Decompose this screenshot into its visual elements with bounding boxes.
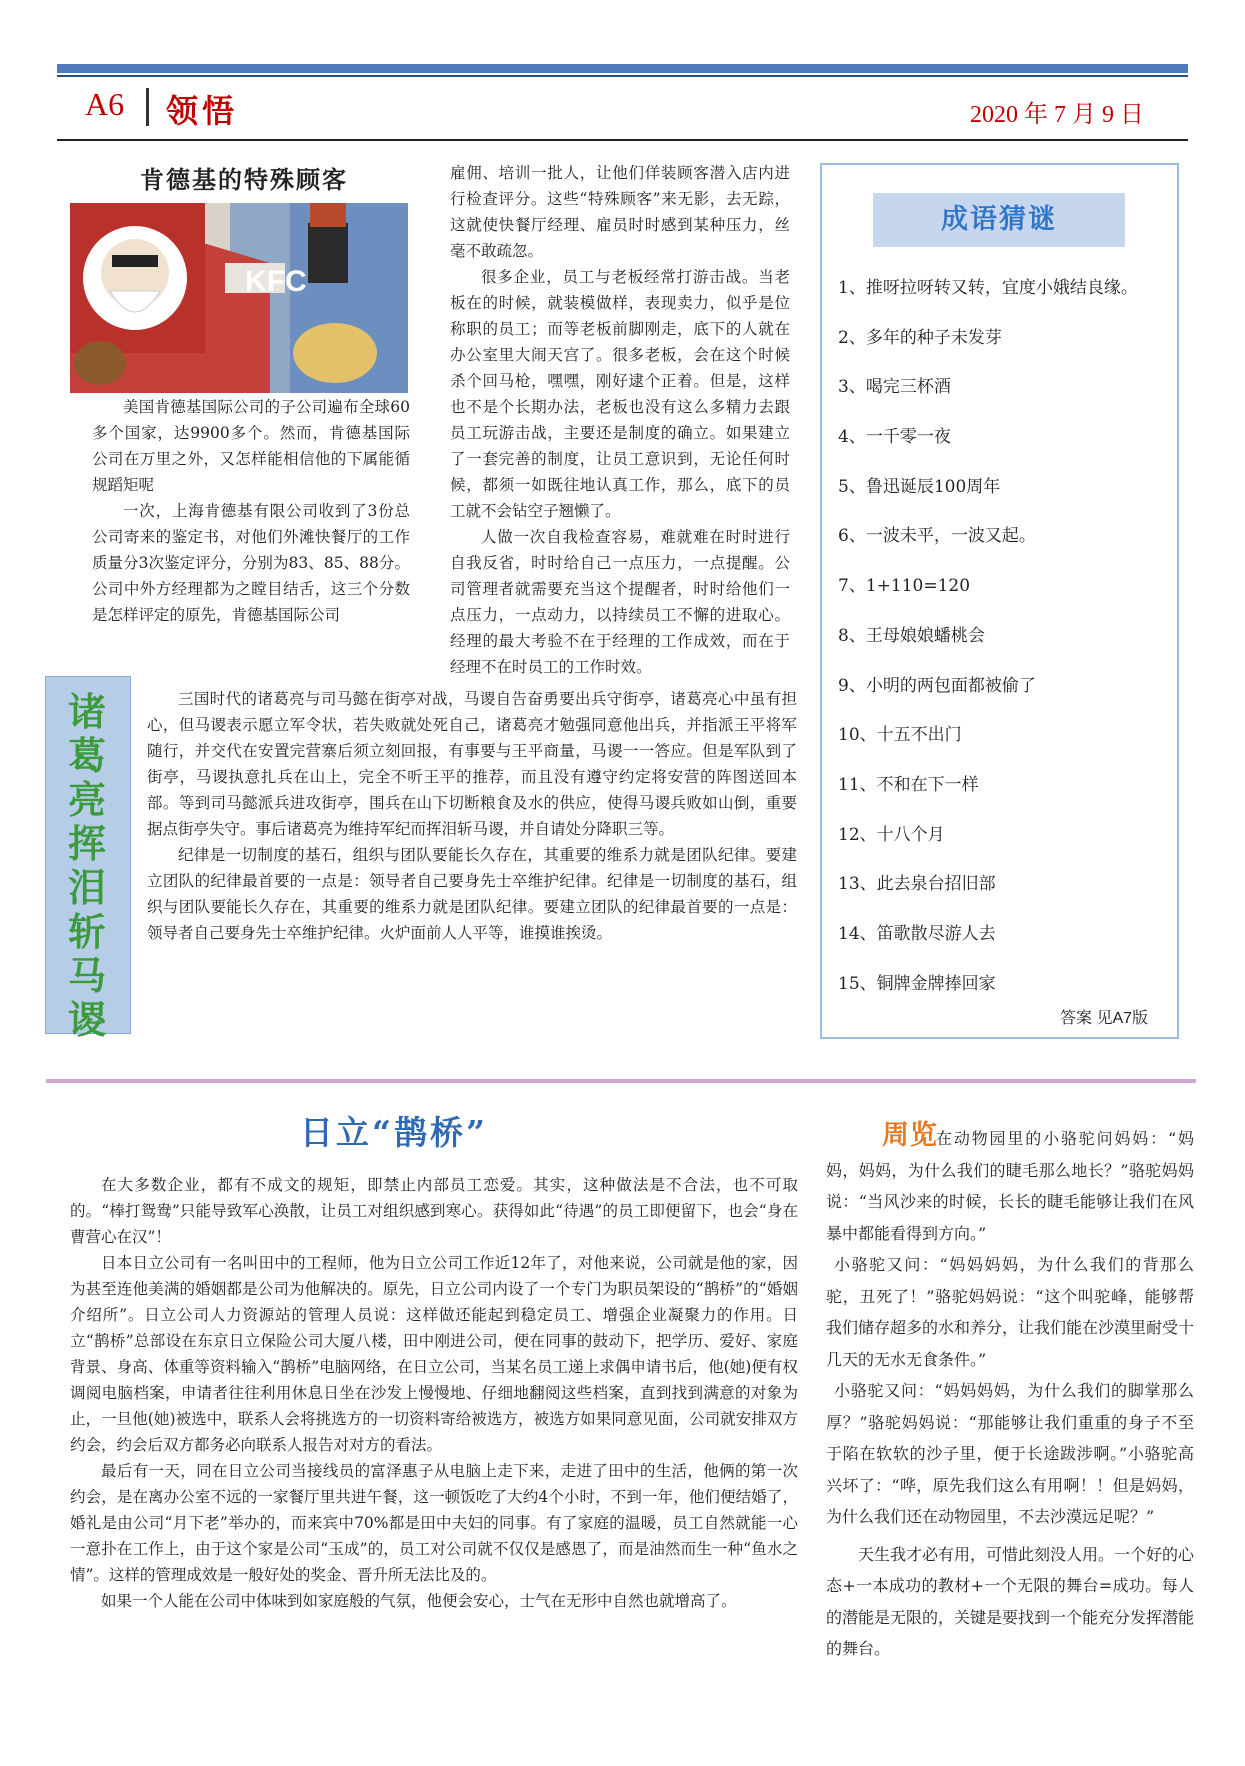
hitachi-paragraph: 在大多数企业，都有不成文的规矩，即禁止内部员工恋爱。其实，这种做法是不合法，也不可取的。“棒打鸳鸯”只能导致军心涣散，让员工对组织感到寒心。获得如此“待遇”的员工即便留下，也会“身在曹营心在汉”！ bbox=[70, 1176, 798, 1246]
zhuge-title-char: 葛 bbox=[67, 733, 106, 778]
kfc-article-title: 肯德基的特殊顾客 bbox=[140, 165, 348, 194]
hitachi-article-title: 日立“鹊桥” bbox=[300, 1113, 488, 1152]
zhuge-title-char: 马 bbox=[67, 953, 106, 998]
kfc-article-col1 bbox=[92, 394, 410, 628]
zhuge-title-char: 谡 bbox=[67, 997, 106, 1042]
hitachi-paragraph: 日本日立公司有一名叫田中的工程师，他为日立公司工作近12年了，对他来说，公司就是他的家，因为甚至连他美满的婚姻都是公司为他解决的。原先，日立公司内设了一个专门为职员架设的“鹊桥”的“婚姻介绍所”。日立公司人力资源站的管理人员说：这样做还能起到稳定员工、增强企业凝聚力的作用。日立“鹊桥”总部设在东京日立保险公司大厦八楼，田中刚进公司，便在同事的鼓动下，把学历、爱好、家庭背景、身高、体重等资料输入“鹊桥”电脑网络，在日立公司，当某名员工递上求偶申请书后，他(她)便有权调阅电脑档案，申请者往往利用休息日坐在沙发上慢慢地、仔细地翻阅这些档案，直到找到满意的对象为止，一旦他(她)被选中，联系人会将挑选方的一切资料寄给被选方，被选方如果同意见面，公司就安排双方约会，约会后双方都务必向联系人报告对对方的看法。 bbox=[70, 1254, 798, 1454]
kfc-paragraph: 人做一次自我检查容易，难就难在时时进行自我反省，时时给自己一点压力，一点提醒。公司管理者就需要充当这个提醒者，时时给他们一点压力，一点动力，以持续员工不懈的进取心。经理的最大考验不在于经理的工作成效，而在于经理不在时员工的工作时效。 bbox=[450, 528, 790, 676]
riddle-item: 1、推呀拉呀转又转，宜度小娥结良缘。 bbox=[838, 278, 1138, 298]
riddle-answer-note: 答案 见A7版 bbox=[1060, 1010, 1149, 1027]
camel-paragraph: 天生我才必有用，可惜此刻没人用。一个好的心态+一本成功的教材+一个无限的舞台=成功。每人的潜能是无限的，关键是要找到一个能充分发挥潜能的舞台。 bbox=[826, 1544, 1195, 1658]
riddle-item: 14、笛歌散尽游人去 bbox=[838, 923, 996, 944]
kfc-paragraph: 雇佣、培训一批人，让他们佯装顾客潜入店内进行检查评分。这些“特殊顾客”来无影，去无踪，这就使快餐厅经理、雇员时时感到某种压力，丝毫不敢疏忽。 bbox=[450, 164, 790, 260]
kfc-article-col2 bbox=[450, 160, 790, 680]
riddle-item: 7、1+110=120 bbox=[838, 576, 971, 597]
riddle-item: 3、喝完三杯酒 bbox=[838, 377, 951, 398]
zhuge-title-char: 泪 bbox=[67, 865, 106, 910]
kfc-sign-text: KFC bbox=[245, 265, 307, 298]
kfc-paragraph: 美国肯德基国际公司的子公司遍布全球60多个国家，达9900多个。然而，肯德基国际公司在万里之外，又怎样能相信他的下属能循规蹈矩呢 bbox=[92, 398, 410, 494]
riddle-item: 10、十五不出门 bbox=[838, 725, 962, 746]
riddle-item: 4、一千零一夜 bbox=[838, 427, 951, 448]
riddle-item: 2、多年的种子未发芽 bbox=[838, 327, 1002, 348]
hitachi-paragraph: 如果一个人能在公司中体味到如家庭般的气氛，他便会安心，士气在无形中自然也就增高了。 bbox=[101, 1592, 737, 1610]
camel-paragraph: 小骆驼又问：“妈妈妈妈，为什么我们的背那么驼，丑死了！”骆驼妈妈说：“这个叫驼峰，能够帮我们储存超多的水和养分，让我们能在沙漠里耐受十几天的无水无食条件。” bbox=[826, 1255, 1195, 1369]
riddle-item: 13、此去泉台招旧部 bbox=[838, 874, 996, 895]
zhuge-title-char: 斩 bbox=[67, 909, 106, 954]
zhuge-paragraph: 三国时代的诸葛亮与司马懿在街亭对战，马谡自告奋勇要出兵守街亭，诸葛亮心中虽有担心，但马谡表示愿立军令状，若失败就处死自己，诸葛亮才勉强同意他出兵，并指派王平将军随行，并交代在安置完营寨后须立刻回报，有事要与王平商量，马谡一一答应。但是军队到了街亭，马谡执意扎兵在山上，完全不听王平的推荐，而且没有遵守约定将安营的阵图送回本部。等到司马懿派兵进攻街亭，围兵在山下切断粮食及水的供应，使得马谡兵败如山倒，重要据点街亭失守。事后诸葛亮为维持军纪而挥泪斩马谡，并自请处分降职三等。 bbox=[147, 690, 797, 838]
kfc-illustration-svg bbox=[70, 203, 408, 393]
zhuge-article-body bbox=[147, 686, 797, 946]
weekly-badge: 周览 bbox=[882, 1120, 938, 1151]
page-number: A6 bbox=[85, 86, 125, 122]
hitachi-paragraph: 最后有一天，同在日立公司当接线员的富泽惠子从电脑上走下来，走进了田中的生活，他俩的第一次约会，是在离办公室不远的一家餐厅里共进午餐，这一顿饭吃了大约4个小时，不到一年，他们便结婚了，婚礼是由公司“月下老”举办的，而来宾中70%都是田中夫妇的同事。有了家庭的温暖，员工自然就能一心一意扑在工作上，由于这个家是公司“玉成”的，员工对公司就不仅仅是感恩了，而是油然而生一种“鱼水之情”。这样的管理成效是一般好处的奖金、晋升所无法比及的。 bbox=[70, 1462, 798, 1584]
kfc-illustration bbox=[70, 203, 408, 393]
riddle-title: 成语猜谜 bbox=[873, 193, 1125, 247]
riddle-item: 6、一波未平，一波又起。 bbox=[838, 526, 1036, 547]
riddle-list bbox=[838, 268, 1168, 1013]
riddle-item: 5、鲁迅诞辰100周年 bbox=[838, 476, 1001, 497]
zhuge-article-title bbox=[45, 690, 129, 1042]
issue-date: 2020 年 7 月 9 日 bbox=[970, 102, 1144, 128]
camel-paragraph: 小骆驼又问：“妈妈妈妈，为什么我们的脚掌那么厚？”骆驼妈妈说：“那能够让我们重重的身子不至于陷在软软的沙子里，便于长途跋涉啊。”小骆驼高兴坏了：“哗，原先我们这么有用啊！！但是妈妈，为什么我们还在动物园里，不去沙漠远足呢？” bbox=[826, 1381, 1194, 1526]
zhuge-title-char: 亮 bbox=[67, 777, 106, 822]
header-separator bbox=[146, 88, 149, 126]
kfc-paragraph: 一次，上海肯德基有限公司收到了3份总公司寄来的鉴定书，对他们外滩快餐厅的工作质量分3次鉴定评分，分别为83、85、88分。公司中外方经理都为之瞠目结舌，这三个分数是怎样评定的原先，肯德基国际公司 bbox=[92, 502, 410, 624]
riddle-item: 8、王母娘娘蟠桃会 bbox=[838, 625, 985, 646]
riddle-item: 9、小明的两包面都被偷了 bbox=[838, 675, 1036, 696]
section-title: 领悟 bbox=[166, 92, 239, 130]
hitachi-article-body bbox=[70, 1172, 798, 1614]
riddle-item: 15、铜牌金牌捧回家 bbox=[838, 973, 996, 994]
zhuge-title-char: 挥 bbox=[67, 821, 106, 866]
header-top-line bbox=[57, 75, 1188, 77]
header-rule bbox=[57, 139, 1188, 141]
zhuge-title-char: 诸 bbox=[67, 689, 106, 734]
zhuge-paragraph: 纪律是一切制度的基石，组织与团队要能长久存在，其重要的维系力就是团队纪律。要建立团队的纪律最首要的一点是：领导者自己要身先士卒维护纪律。纪律是一切制度的基石，组织与团队要能长久存在，其重要的维系力就是团队纪律。要建立团队的纪律最首要的一点是：领导者自己要身先士卒维护纪律。火炉面前人人平等，谁摸谁挨烫。 bbox=[147, 846, 797, 942]
kfc-paragraph: 很多企业，员工与老板经常打游击战。当老板在的时候，就装模做样，表现卖力，似乎是位称职的员工；而等老板前脚刚走，底下的人就在办公室里大闹天宫了。很多老板，会在这个时候杀个回马枪，嘿嘿，刚好逮个正着。但是，这样也不是个长期办法，老板也没有这么多精力去跟员工玩游击战，主要还是制度的确立。如果建立了一套完善的制度，让员工意识到，无论任何时候，都须一如既往地认真工作，那么，底下的员工就不会钻空子翘懒了。 bbox=[450, 268, 790, 520]
riddle-item: 12、十八个月 bbox=[838, 824, 945, 845]
riddle-item: 11、不和在下一样 bbox=[838, 774, 979, 795]
header-top-bar bbox=[57, 64, 1188, 73]
section-divider bbox=[46, 1079, 1196, 1083]
camel-story-body bbox=[826, 1123, 1194, 1665]
camel-paragraph: 在动物园里的小骆驼问妈妈：“妈妈，妈妈，为什么我们的睫毛那么地长？”骆驼妈妈说：“当风沙来的时候，长长的睫毛能够让我们在风暴中都能看得到方向。” bbox=[826, 1129, 1194, 1243]
